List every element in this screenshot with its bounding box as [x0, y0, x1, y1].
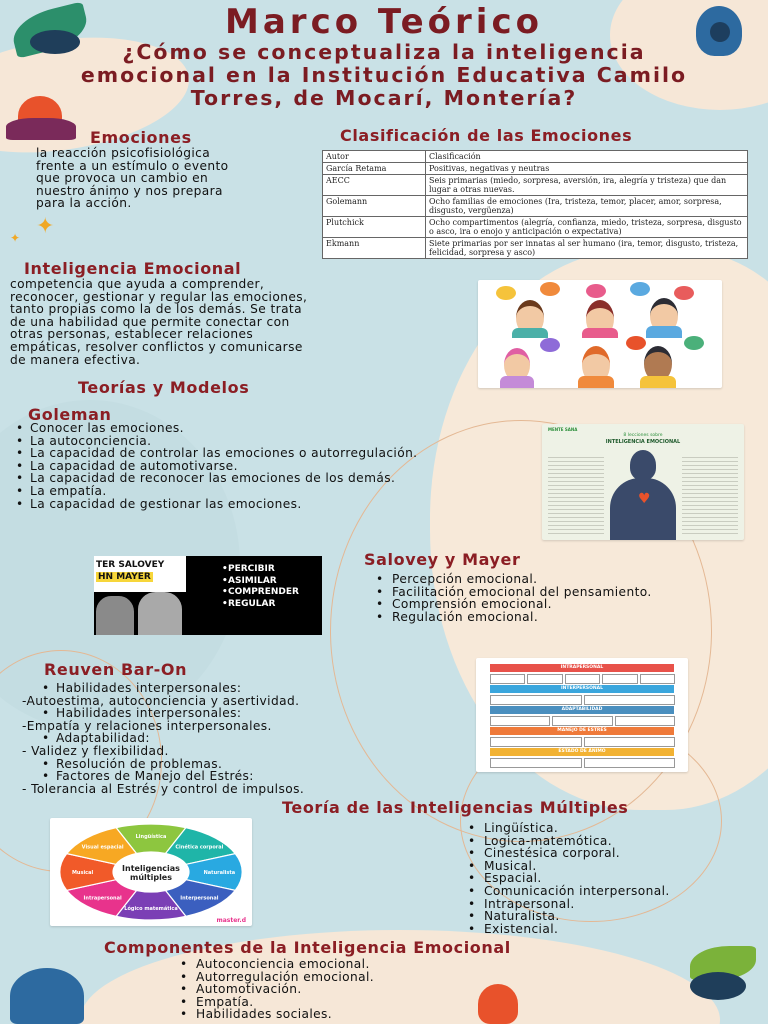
emoji-bubble: [540, 282, 560, 296]
clasificacion-description-cell: Positivas, negativas y neutras: [426, 163, 748, 175]
emociones-line: la reacción psicofisiológica: [36, 146, 211, 160]
clasificacion-table-row: [323, 151, 748, 163]
goleman-item: • La capacidad de controlar las emociones o autorregulación.: [14, 447, 494, 460]
baron-diagram-box: [615, 716, 675, 726]
child-body: [646, 326, 682, 338]
inteligencia-line: otras personas, establecer relaciones: [10, 327, 254, 342]
multiples-item: • Existencial.: [462, 923, 762, 936]
baron-line-text: -Empatía y relaciones interpersonales.: [22, 718, 272, 733]
clasificacion-author-cell: García Retama: [323, 163, 426, 175]
componentes-list: [174, 958, 494, 1021]
inteligencia-line: de manera efectiva.: [10, 352, 141, 367]
salovey-image-list: [216, 564, 299, 610]
infographic-brand: MENTE SANA: [548, 427, 578, 432]
bullet-icon: •: [42, 756, 50, 771]
leaf-illustration-bottom-right-2: [690, 972, 746, 1000]
inteligencia-line: reconocer, gestionar y regular las emociones,: [10, 289, 308, 304]
baron-diagram-section: ESTADO DE ÁNIMO: [490, 748, 674, 756]
emoji-bubble: [586, 284, 606, 298]
emoji-bubble: [674, 286, 694, 300]
baron-diagram-box: [490, 758, 582, 768]
salovey-item: • Comprensión emocional.: [370, 598, 760, 611]
person-illustration-bottom-left: [10, 968, 84, 1024]
clasificacion-table-row: [323, 163, 748, 175]
baron-diagram: [476, 658, 688, 772]
infographic-head: [630, 450, 656, 480]
baron-line-text: Habilidades interpersonales:: [56, 706, 242, 721]
emociones-line: frente a un estímulo o evento: [36, 158, 229, 173]
componentes-item: • Autorregulación emocional.: [174, 971, 494, 984]
baron-diagram-box: [584, 695, 676, 705]
wheel-center-label: múltiples: [130, 873, 172, 882]
emoji-bubble: [496, 286, 516, 300]
goleman-item: • La autoconciencia.: [14, 435, 494, 448]
mayer-name: HN MAYER: [98, 572, 151, 582]
goleman-list: [14, 422, 494, 510]
goleman-item: • La capacidad de reconocer las emociones de los demás.: [14, 472, 494, 485]
clasificacion-author-cell: Plutchick: [323, 217, 426, 238]
emociones-heading: Emociones: [90, 128, 192, 147]
baron-diagram-box: [565, 674, 600, 684]
goleman-item: • La capacidad de gestionar las emociones.: [14, 498, 494, 511]
multiples-item: • Musical.: [462, 860, 762, 873]
baron-diagram-box: [527, 674, 562, 684]
wheel-brand: master.d: [216, 917, 246, 924]
fire-head-body: [6, 118, 76, 140]
wheel-center-label: Inteligencias: [122, 864, 180, 873]
clasificacion-table-row: [323, 217, 748, 238]
clasificacion-author-cell: AECC: [323, 175, 426, 196]
goleman-item: • La empatía.: [14, 485, 494, 498]
baron-line-text: - Validez y flexibilidad.: [22, 743, 169, 758]
componentes-item: • Habilidades sociales.: [174, 1008, 494, 1021]
multiples-item: • Espacial.: [462, 872, 762, 885]
baron-line-text: Resolución de problemas.: [56, 756, 223, 771]
clasificacion-description-cell: Clasificación: [426, 151, 748, 163]
baron-line-text: Adaptabilidad:: [56, 731, 150, 746]
baron-line-text: Habilidades interpersonales:: [56, 681, 242, 695]
baron-diagram-box: [552, 716, 612, 726]
baron-line-text: - Tolerancia al Estrés y control de impulsos.: [22, 781, 305, 796]
wheel-segment-label: Naturalista: [203, 870, 236, 876]
wheel-segment-label: Musical: [71, 870, 94, 876]
salovey-item: • Regulación emocional.: [370, 611, 760, 624]
multiples-wheel: [50, 818, 252, 926]
inteligencia-line: competencia que ayuda a comprender,: [10, 277, 265, 291]
goleman-heading: Goleman: [28, 405, 112, 424]
baron-diagram-box: [490, 695, 582, 705]
salovey-list: [370, 573, 760, 623]
wheel-segment-label: Intrapersonal: [83, 895, 122, 902]
salovey-item: • Percepción emocional.: [370, 573, 760, 586]
baron-diagram-section: MANEJO DE ESTRÉS: [490, 727, 674, 735]
heart-icon: ♥: [638, 491, 651, 507]
multiples-wheel-image: [50, 818, 252, 926]
children-emotions-image: [478, 280, 722, 388]
baron-diagram-section: INTERPERSONAL: [490, 685, 674, 693]
wheel-segment-label: Cinética corporal: [175, 844, 224, 851]
clasificacion-heading: Clasificación de las Emociones: [340, 126, 633, 145]
clasificacion-description-cell: Ocho familias de emociones (Ira, tristeza, temor, placer, amor, sorpresa, disgusto, vergüenza): [426, 196, 748, 217]
baron-diagram-section: INTRAPERSONAL: [490, 664, 674, 672]
research-question-line-3: Torres, de Mocarí, Montería?: [190, 86, 578, 110]
multiples-item: • Comunicación interpersonal.: [462, 885, 762, 898]
inteligencia-line: tanto propias como la de los demás. Se trata: [10, 302, 302, 317]
baron-diagram-box: [490, 716, 550, 726]
salovey-image-item: • ASIMILAR: [216, 576, 299, 588]
clasificacion-author-cell: Ekmann: [323, 238, 426, 259]
emociones-line: que provoca un cambio en: [36, 171, 209, 186]
baron-line: [22, 783, 422, 796]
inteligencia-heading: Inteligencia Emocional: [24, 259, 242, 278]
clasificacion-description-cell: Seis primarias (miedo, sorpresa, aversión, ira, alegría y tristeza) que dan lugar a otras nuevas.: [426, 175, 748, 196]
multiples-item: • Naturalista.: [462, 910, 762, 923]
multiples-heading: Teoría de las Inteligencias Múltiples: [282, 798, 629, 817]
emoji-bubble: [626, 336, 646, 350]
salovey-image-item: • REGULAR: [216, 599, 299, 611]
page-title: Marco Teórico: [225, 2, 543, 42]
clasificacion-table-card: [322, 150, 748, 259]
goleman-item: • Conocer las emociones.: [14, 422, 494, 435]
infographic-text-left: [548, 454, 604, 534]
clasificacion-author-cell: Golemann: [323, 196, 426, 217]
baron-diagram-box: [584, 758, 676, 768]
salovey-name: TER SALOVEY: [96, 560, 165, 570]
emociones-line: nuestro ánimo y nos prepara: [36, 183, 223, 198]
infographic-title: INTELIGENCIA EMOCIONAL: [605, 439, 681, 445]
clasificacion-author-cell: Autor: [323, 151, 426, 163]
salovey-heading: Salovey y Mayer: [364, 550, 521, 569]
baron-line-text: Factores de Manejo del Estrés:: [56, 769, 254, 784]
wheel-segment-label: Lógico matemática: [124, 906, 178, 912]
sparkle-icon: ✦: [36, 214, 55, 239]
goleman-infographic: [542, 424, 744, 540]
baron-heading: Reuven Bar-On: [44, 660, 188, 679]
clasificacion-description-cell: Siete primarias por ser innatas al ser humano (ira, temor, disgusto, tristeza, felicidad, sorpresa y asco): [426, 238, 748, 259]
salovey-image-item: • PERCIBIR: [216, 564, 299, 576]
bullet-icon: •: [42, 681, 50, 695]
clasificacion-table-row: [323, 175, 748, 196]
infographic-text-right: [682, 454, 738, 534]
emoji-bubble: [684, 336, 704, 350]
inteligencia-line: empáticas, resolver conflictos y comunicarse: [10, 339, 303, 354]
teorias-heading: Teorías y Modelos: [78, 378, 250, 397]
clasificacion-description-cell: Ocho compartimentos (alegría, confianza, miedo, tristeza, sorpresa, disgusto o asco, ira o enojo y anticipación o expectativa): [426, 217, 748, 238]
research-question-line-2: emocional en la Institución Educativa Camilo: [80, 63, 688, 87]
infographic-title-small: 8 lecciones sobre: [623, 433, 663, 438]
clasificacion-table-row: [323, 238, 748, 259]
infographic-body: [610, 478, 676, 540]
baron-diagram-box: [640, 674, 675, 684]
salovey-mayer-image: [94, 556, 322, 635]
salovey-item: • Facilitación emocional del pensamiento.: [370, 586, 760, 599]
sparkle-icon-small: ✦: [10, 231, 21, 245]
research-question-line-1: ¿Cómo se conceptualiza la inteligencia: [122, 40, 646, 64]
goleman-item: • La capacidad de automotivarse.: [14, 460, 494, 473]
wheel-segment-label: Interpersonal: [180, 895, 219, 902]
child-body: [582, 328, 618, 338]
componentes-item: • Autoconciencia emocional.: [174, 958, 494, 971]
baron-diagram-box: [490, 737, 582, 747]
photo-mayer: [138, 592, 182, 635]
child-body: [640, 376, 676, 388]
child-body: [512, 328, 548, 338]
multiples-list: [462, 822, 762, 935]
emoji-bubble: [540, 338, 560, 352]
multiples-item: • Logica-matemótica.: [462, 835, 762, 848]
child-body: [578, 376, 614, 388]
multiples-item: • Cinestésica corporal.: [462, 847, 762, 860]
baron-diagram-box: [490, 674, 525, 684]
baron-diagram-box: [584, 737, 676, 747]
componentes-item: • Automotivación.: [174, 983, 494, 996]
multiples-item: • Lingüística.: [462, 822, 762, 835]
componentes-item: • Empatía.: [174, 996, 494, 1009]
multiples-item: • Intrapersonal.: [462, 898, 762, 911]
componentes-heading: Componentes de la Inteligencia Emocional: [104, 938, 511, 957]
wheel-segment-label: Visual espacial: [81, 844, 124, 851]
salovey-image-item: • COMPRENDER: [216, 587, 299, 599]
wheel-segment-label: Lingüística: [135, 834, 167, 840]
clasificacion-table-row: [323, 196, 748, 217]
emociones-line: para la acción.: [36, 196, 132, 211]
photo-salovey: [96, 596, 134, 635]
bullet-icon: •: [42, 706, 50, 721]
inteligencia-definition: [10, 278, 406, 366]
child-body: [500, 376, 534, 388]
bullet-icon: •: [42, 731, 50, 746]
baron-diagram-section: ADAPTABILIDAD: [490, 706, 674, 714]
emoji-bubble: [630, 282, 650, 296]
baron-line-text: -Autoestima, autoconciencia y asertividad.: [22, 693, 300, 708]
baron-diagram-box: [602, 674, 637, 684]
baron-list: [22, 682, 422, 795]
bullet-icon: •: [42, 769, 50, 784]
inteligencia-line: de una habilidad que permite conectar con: [10, 314, 290, 329]
emociones-definition: [36, 147, 318, 210]
clasificacion-table: [322, 150, 748, 259]
